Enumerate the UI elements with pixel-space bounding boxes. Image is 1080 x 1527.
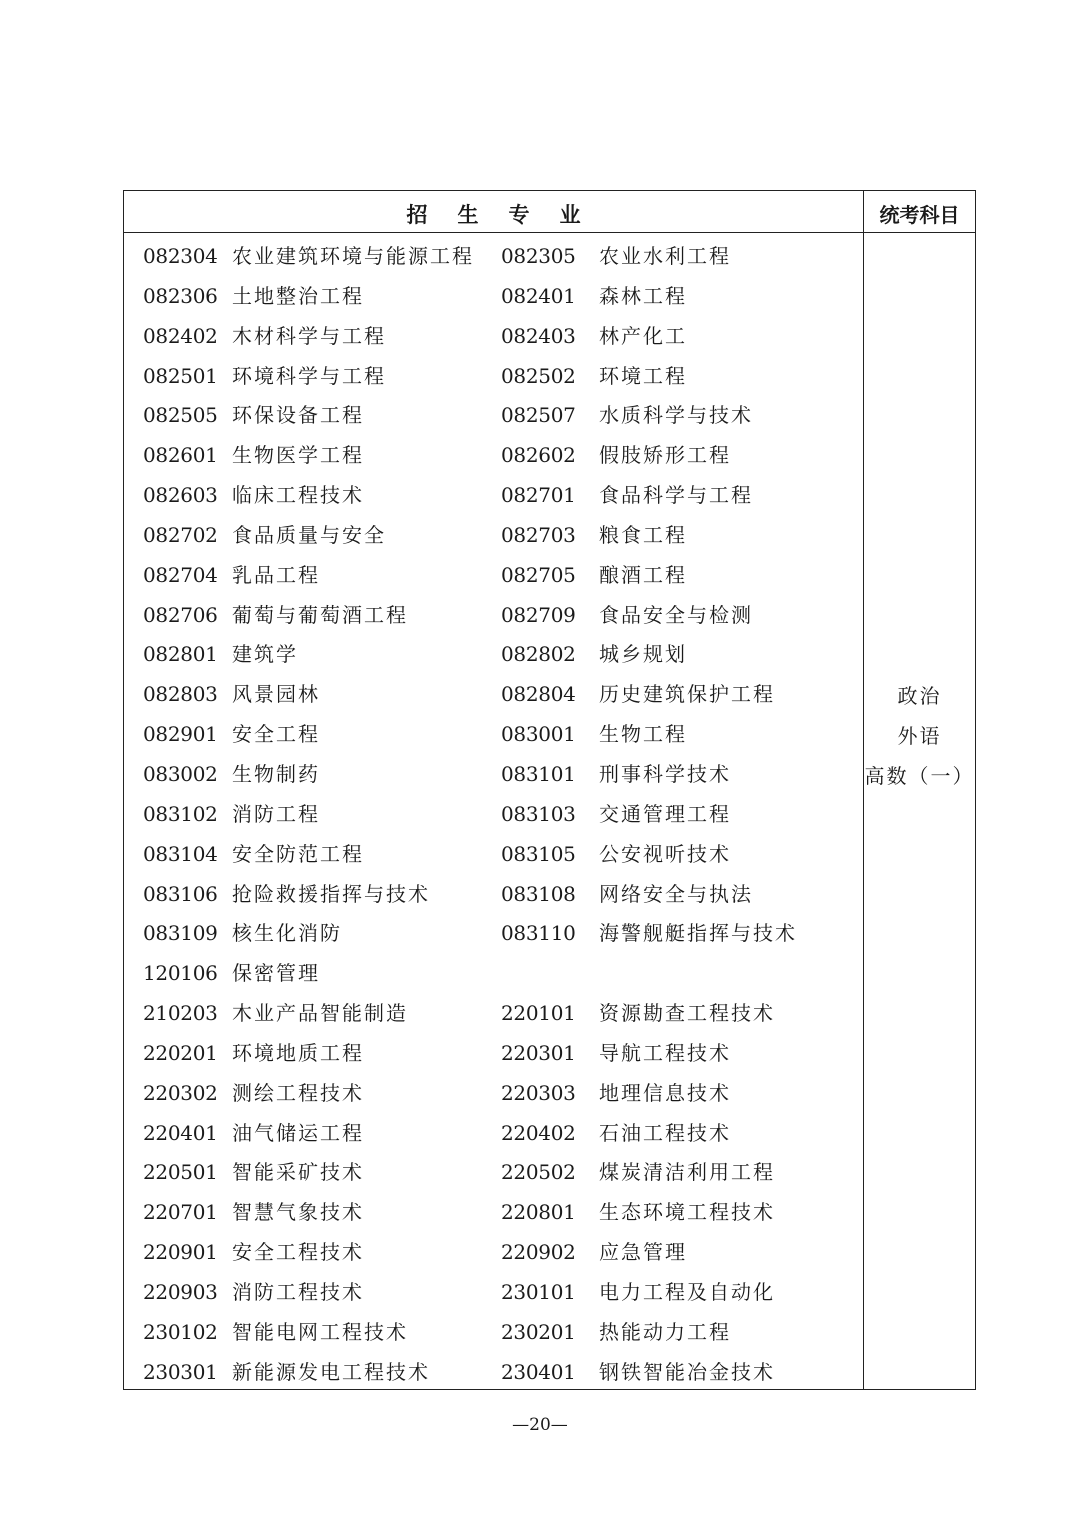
major-code: 082603: [143, 483, 218, 508]
major-code: 220402: [501, 1120, 576, 1145]
major-code: 083103: [501, 801, 576, 826]
table-row: [124, 910, 863, 950]
major-name: 安全工程: [232, 722, 320, 747]
major-code: 083001: [501, 722, 576, 747]
major-name: 水质科学与技术: [599, 403, 753, 428]
major-name: 木业产品智能制造: [232, 1001, 408, 1026]
major-name: 建筑学: [232, 642, 298, 667]
major-name: 安全工程技术: [232, 1240, 364, 1265]
major-code: 082705: [501, 562, 576, 587]
major-code: 230401: [501, 1359, 576, 1384]
major-code: 082802: [501, 642, 576, 667]
table-row: [124, 791, 863, 831]
table-row: [124, 392, 863, 432]
major-code: 220301: [501, 1040, 576, 1065]
major-code: 220502: [501, 1160, 576, 1185]
major-name: 油气储运工程: [232, 1120, 364, 1145]
major-name: 钢铁智能冶金技术: [599, 1359, 775, 1384]
major-name: 森林工程: [599, 283, 687, 308]
major-code: 210203: [143, 1001, 218, 1026]
major-name: 城乡规划: [599, 642, 687, 667]
major-name: 消防工程技术: [232, 1279, 364, 1304]
major-code: 082306: [143, 283, 218, 308]
major-code: 230301: [143, 1359, 218, 1384]
table-row: [124, 671, 863, 711]
table-row: [124, 1189, 863, 1229]
major-name: 资源勘查工程技术: [599, 1001, 775, 1026]
major-name: 新能源发电工程技术: [232, 1359, 430, 1384]
major-code: 082709: [501, 602, 576, 627]
major-name: 环境工程: [599, 363, 687, 388]
major-code: 220401: [143, 1120, 218, 1145]
major-code: 230201: [501, 1319, 576, 1344]
table-row: [124, 432, 863, 472]
major-code: 082901: [143, 722, 218, 747]
major-name: 临床工程技术: [232, 483, 364, 508]
exam-subjects: [864, 676, 975, 796]
table-row: [124, 631, 863, 671]
major-code: 120106: [143, 961, 218, 986]
table-row: [124, 313, 863, 353]
major-name: 葡萄与葡萄酒工程: [232, 602, 408, 627]
header-major: 招生专业: [406, 203, 611, 227]
major-code: 082505: [143, 403, 218, 428]
major-name: 环保设备工程: [232, 403, 364, 428]
table-row: [124, 751, 863, 791]
major-code: 220302: [143, 1080, 218, 1105]
table-row: [124, 990, 863, 1030]
major-code: 082801: [143, 642, 218, 667]
major-code: 220501: [143, 1160, 218, 1185]
major-name: 测绘工程技术: [232, 1080, 364, 1105]
major-code: 082403: [501, 323, 576, 348]
major-code: 082305: [501, 244, 576, 268]
major-name: 农业建筑环境与能源工程: [232, 244, 474, 268]
table-header: [124, 191, 975, 233]
major-code: 083102: [143, 801, 218, 826]
major-code: 082701: [501, 483, 576, 508]
major-name: 环境科学与工程: [232, 363, 386, 388]
major-name: 保密管理: [232, 961, 320, 986]
major-code: 220701: [143, 1200, 218, 1225]
major-code: 220901: [143, 1240, 218, 1265]
header-subject: 统考科目: [879, 203, 960, 227]
major-name: 酿酒工程: [599, 562, 687, 587]
major-code: 082704: [143, 562, 218, 587]
major-name: 生态环境工程技术: [599, 1200, 775, 1225]
table-row: [124, 950, 863, 990]
major-name: 生物制药: [232, 761, 320, 786]
major-code: 220303: [501, 1080, 576, 1105]
major-name: 煤炭清洁利用工程: [599, 1160, 775, 1185]
major-name: 地理信息技术: [599, 1080, 731, 1105]
major-name: 风景园林: [232, 682, 320, 707]
major-name: 木材科学与工程: [232, 323, 386, 348]
major-code: 220902: [501, 1240, 576, 1265]
major-name: 智能采矿技术: [232, 1160, 364, 1185]
major-name: 乳品工程: [232, 562, 320, 587]
major-code: 083108: [501, 881, 576, 906]
major-name: 智能电网工程技术: [232, 1319, 408, 1344]
major-code: 082602: [501, 443, 576, 468]
major-code: 082804: [501, 682, 576, 707]
major-name: 食品科学与工程: [599, 483, 753, 508]
table-row: [124, 472, 863, 512]
major-code: 083002: [143, 761, 218, 786]
major-code: 082507: [501, 403, 576, 428]
table-row: [124, 592, 863, 632]
major-name: 应急管理: [599, 1240, 687, 1265]
major-code: 230101: [501, 1279, 576, 1304]
major-name: 食品质量与安全: [232, 522, 386, 547]
table-row: [124, 1030, 863, 1070]
major-code: 083106: [143, 881, 218, 906]
table-row: [124, 1229, 863, 1269]
major-code: 082501: [143, 363, 218, 388]
major-name: 假肢矫形工程: [599, 443, 731, 468]
major-name: 环境地质工程: [232, 1040, 364, 1065]
table-row: [124, 1110, 863, 1150]
major-name: 抢险救援指挥与技术: [232, 881, 430, 906]
major-name: 刑事科学技术: [599, 761, 731, 786]
major-name: 粮食工程: [599, 522, 687, 547]
major-code: 220801: [501, 1200, 576, 1225]
major-name: 土地整治工程: [232, 283, 364, 308]
table-row: [124, 273, 863, 313]
table-row: [124, 831, 863, 871]
table-row: [124, 1149, 863, 1189]
table-row: [124, 711, 863, 751]
major-name: 公安视听技术: [599, 841, 731, 866]
subject-politics: 政治: [897, 684, 942, 708]
page-number: —20—: [512, 1415, 568, 1435]
major-code: 220903: [143, 1279, 218, 1304]
majors-table: [123, 190, 976, 1390]
table-row: [124, 871, 863, 911]
major-code: 083109: [143, 921, 218, 946]
major-code: 082706: [143, 602, 218, 627]
major-name: 智慧气象技术: [232, 1200, 364, 1225]
subject-foreign-language: 外语: [897, 724, 942, 748]
major-code: 082401: [501, 283, 576, 308]
major-code: 220101: [501, 1001, 576, 1026]
subject-advanced-math: 高数（一）: [864, 764, 975, 788]
major-code: 082502: [501, 363, 576, 388]
table-row: [124, 1349, 863, 1389]
table-row: [124, 233, 863, 273]
table-row: [124, 1070, 863, 1110]
major-code: 083101: [501, 761, 576, 786]
major-name: 消防工程: [232, 801, 320, 826]
major-name: 食品安全与检测: [599, 602, 753, 627]
major-code: 083105: [501, 841, 576, 866]
table-body: [124, 233, 863, 1388]
table-row: [124, 552, 863, 592]
major-name: 石油工程技术: [599, 1120, 731, 1145]
major-code: 083110: [501, 921, 576, 946]
table-row: [124, 512, 863, 552]
major-name: 交通管理工程: [599, 801, 731, 826]
major-code: 082402: [143, 323, 218, 348]
major-name: 农业水利工程: [599, 244, 731, 268]
major-code: 220201: [143, 1040, 218, 1065]
major-name: 热能动力工程: [599, 1319, 731, 1344]
major-code: 082803: [143, 682, 218, 707]
major-code: 082703: [501, 522, 576, 547]
table-row: [124, 1269, 863, 1309]
major-name: 网络安全与执法: [599, 881, 753, 906]
major-code: 230102: [143, 1319, 218, 1344]
major-name: 林产化工: [599, 323, 687, 348]
major-name: 电力工程及自动化: [599, 1279, 775, 1304]
major-name: 导航工程技术: [599, 1040, 731, 1065]
major-name: 生物医学工程: [232, 443, 364, 468]
major-name: 安全防范工程: [232, 841, 364, 866]
major-code: 083104: [143, 841, 218, 866]
major-code: 082702: [143, 522, 218, 547]
major-name: 核生化消防: [232, 921, 342, 946]
major-name: 生物工程: [599, 722, 687, 747]
major-code: 082601: [143, 443, 218, 468]
major-name: 历史建筑保护工程: [599, 682, 775, 707]
major-name: 海警舰艇指挥与技术: [599, 921, 797, 946]
table-row: [124, 1309, 863, 1349]
major-code: 082304: [143, 244, 218, 268]
table-row: [124, 353, 863, 393]
